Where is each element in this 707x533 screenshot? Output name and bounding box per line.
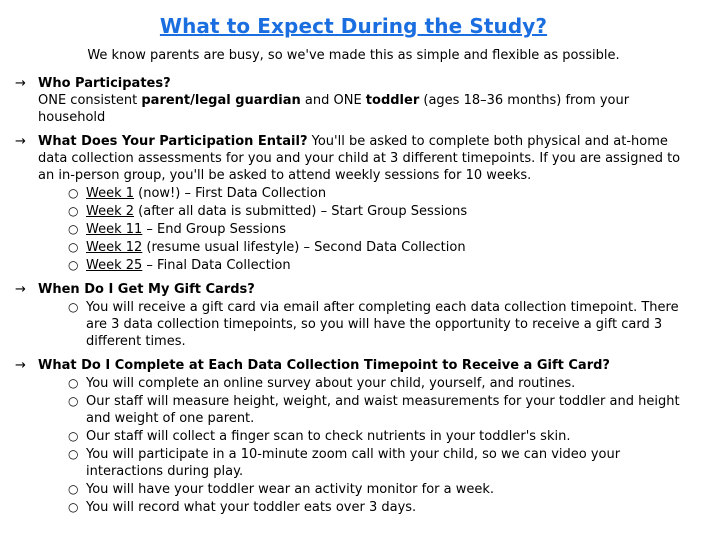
- page-title: What to Expect During the Study?: [159, 14, 548, 38]
- list-item: [68, 393, 689, 427]
- list-item-text: (resume usual lifestyle) – Second Data Collection: [142, 240, 466, 255]
- list-item: [68, 499, 689, 516]
- page-subtitle: We know parents are busy, so we've made this as simple and flexible as possible.: [87, 48, 620, 63]
- list-item-text: Our staff will measure height, weight, and waist measurements for your toddler and height and weight of one parent.: [86, 394, 680, 426]
- body-mid: and ONE: [300, 93, 366, 108]
- list-item-text: You will record what your toddler eats over 3 days.: [86, 500, 417, 515]
- body-suffix: (ages 18–36 months) from your household: [38, 93, 630, 125]
- list-item-text: (now!) – First Data Collection: [134, 186, 327, 201]
- section-heading-line: [38, 281, 689, 298]
- section-heading: Who Participates?: [38, 76, 171, 91]
- circle-bullet-icon: ○: [68, 186, 79, 200]
- circle-bullet-icon: ○: [68, 222, 79, 236]
- section-gift-cards: [15, 281, 689, 350]
- list-item-label: Week 2: [86, 204, 135, 219]
- section-body: [38, 92, 689, 126]
- list-item: [68, 446, 689, 480]
- sub-list: [38, 375, 689, 516]
- section-heading: What Do I Complete at Each Data Collection Timepoint to Receive a Gift Card?: [38, 358, 610, 373]
- body-prefix: ONE consistent: [38, 93, 142, 108]
- sub-list: [38, 299, 689, 350]
- section-timepoint-tasks: [15, 357, 689, 516]
- section-heading: What Does Your Participation Entail?: [38, 134, 308, 149]
- list-item: [68, 203, 689, 220]
- section-participation-entail: [15, 133, 689, 274]
- section-body: You'll be asked to complete both physical and at-home data collection assessments for you and your child at 3 different timepoints. If you are assigned to an in-person group, you'll be asked to attend weekly sessions for 10 weeks.: [38, 134, 681, 183]
- section-heading: When Do I Get My Gift Cards?: [38, 282, 255, 297]
- arrow-icon: →: [15, 134, 26, 149]
- arrow-icon: →: [15, 282, 26, 297]
- circle-bullet-icon: ○: [68, 447, 79, 461]
- list-item: [68, 239, 689, 256]
- circle-bullet-icon: ○: [68, 258, 79, 272]
- list-item: [68, 221, 689, 238]
- list-item: [68, 299, 689, 350]
- arrow-icon: →: [15, 358, 26, 373]
- list-item-label: Week 25: [86, 258, 143, 273]
- section-who-participates: [15, 75, 689, 126]
- circle-bullet-icon: ○: [68, 376, 79, 390]
- circle-bullet-icon: ○: [68, 429, 79, 443]
- body-bold-2: toddler: [365, 93, 420, 108]
- list-item: [68, 481, 689, 498]
- list-item: [68, 375, 689, 392]
- list-item-text: You will have your toddler wear an activity monitor for a week.: [86, 482, 495, 497]
- list-item-text: – Final Data Collection: [142, 258, 291, 273]
- list-item: [68, 185, 689, 202]
- document-page: [0, 14, 707, 533]
- circle-bullet-icon: ○: [68, 500, 79, 514]
- list-item-text: You will participate in a 10-minute zoom call with your child, so we can video your interactions during play.: [86, 447, 621, 479]
- list-item-label: Week 12: [86, 240, 143, 255]
- circle-bullet-icon: ○: [68, 300, 79, 314]
- section-heading-line: [38, 133, 689, 184]
- circle-bullet-icon: ○: [68, 394, 79, 408]
- document-body: [0, 75, 707, 516]
- body-bold-1: parent/legal guardian: [141, 93, 301, 108]
- list-item-text: You will complete an online survey about your child, yourself, and routines.: [86, 376, 576, 391]
- list-item-label: Week 1: [86, 186, 135, 201]
- circle-bullet-icon: ○: [68, 482, 79, 496]
- sub-list: [38, 185, 689, 274]
- list-item: [68, 257, 689, 274]
- arrow-icon: →: [15, 76, 26, 91]
- circle-bullet-icon: ○: [68, 204, 79, 218]
- list-item-text: Our staff will collect a finger scan to check nutrients in your toddler's skin.: [86, 429, 571, 444]
- section-heading-line: [38, 75, 689, 92]
- list-item: [68, 428, 689, 445]
- list-item-label: Week 11: [86, 222, 143, 237]
- section-heading-line: [38, 357, 689, 374]
- list-item-text: – End Group Sessions: [142, 222, 286, 237]
- list-item-text: You will receive a gift card via email after completing each data collection timepoint. There are 3 data collection timepoints, so you will have the opportunity to receive a gift card 3 different times.: [86, 300, 679, 349]
- circle-bullet-icon: ○: [68, 240, 79, 254]
- list-item-text: (after all data is submitted) – Start Group Sessions: [134, 204, 468, 219]
